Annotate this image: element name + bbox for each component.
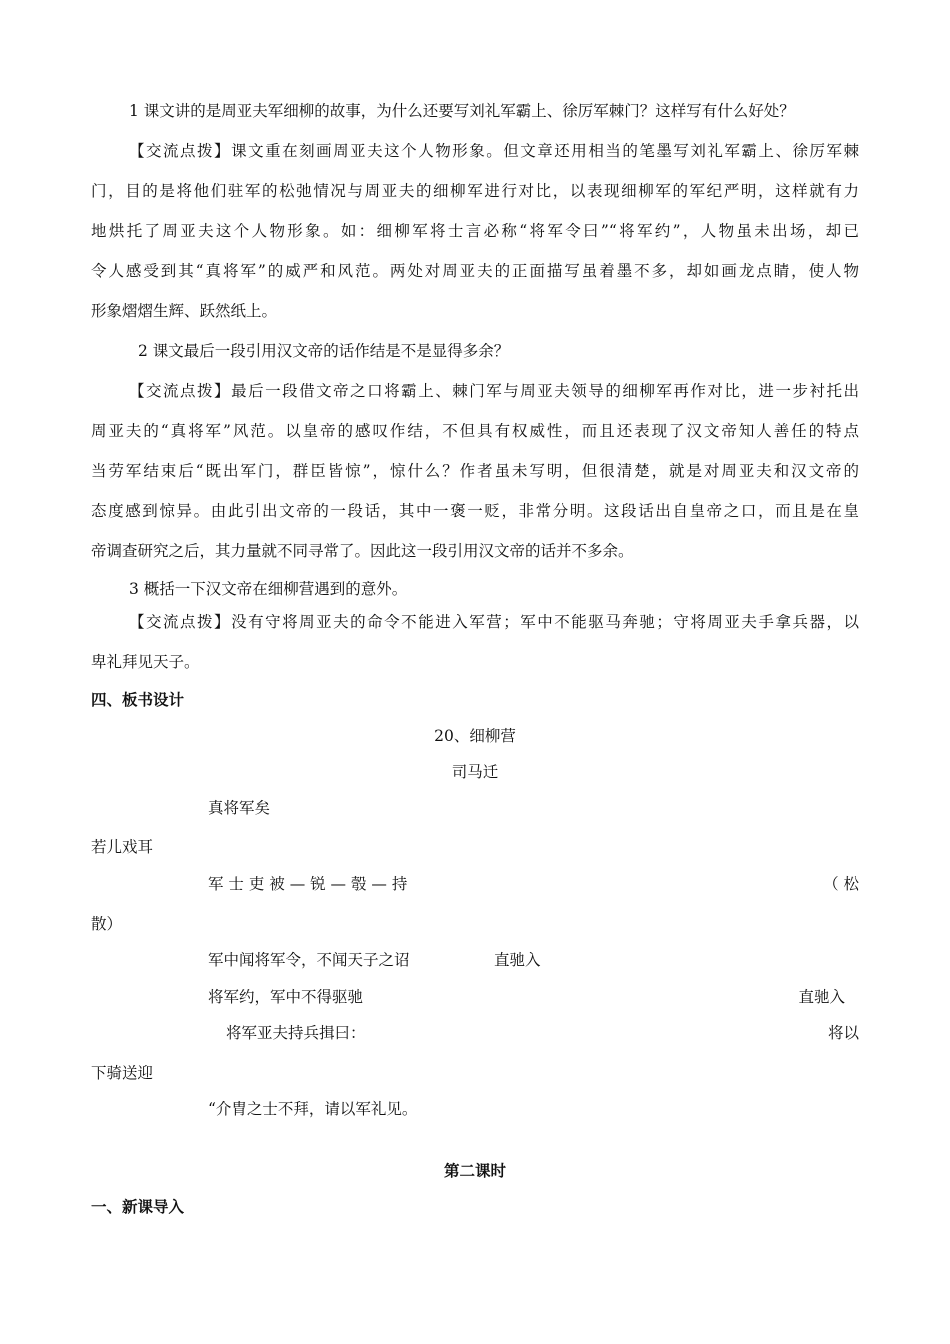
board-title: 20、细柳营 [434,727,516,745]
q2-answer-last: 帝调查研究之后，其力量就不同寻常了。因此这一段引用汉文帝的话并不多余。 [91,542,634,560]
q1-answer-line: 【交流点拨】课文重在刻画周亚夫这个人物形象。但文章还用相当的笔墨写刘礼军霸上、徐厉军棘 [129,142,859,160]
q1-answer-line: 令人感受到其“真将军”的威严和风范。两处对周亚夫的正面描写虽着墨不多，却如画龙点睛，使人物 [91,262,859,280]
board-author: 司马迁 [451,763,499,781]
q3-question: 3 概括一下汉文帝在细柳营遇到的意外。 [129,580,408,598]
q1-question: 1 课文讲的是周亚夫军细柳的故事，为什么还要写刘礼军霸上、徐厉军棘门？这样写有什么好处？ [129,102,795,120]
board-line: 若儿戏耳 [91,838,154,856]
board-line: 真将军矣 [208,799,271,817]
board-line: 军中闻将军令，不闻天子之诏 [208,951,410,969]
q2-answer-line: 态度感到惊异。由此引出文帝的一段话，其中一褒一贬，非常分明。这段话出自皇帝之口，而且是在皇 [91,502,859,520]
q1-answer-last: 形象熠熠生辉、跃然纸上。 [91,302,278,320]
board-line: 散） [91,915,123,933]
board-line: “介胄之士不拜，请以军礼见。 [208,1100,418,1118]
board-line-right: 直驰入 [798,988,845,1006]
q1-answer-line: 门，目的是将他们驻军的松弛情况与周亚夫的细柳军进行对比，以表现细柳军的军纪严明，这样就有力 [91,182,859,200]
board-line-right: 直驰入 [494,951,541,969]
board-line: 下骑送迎 [91,1064,154,1082]
q1-answer-line: 地烘托了周亚夫这个人物形象。如：细柳军将士言必称“将军令曰”“将军约”，人物虽未出场，却已 [91,222,859,240]
q3-answer-line: 【交流点拨】没有守将周亚夫的命令不能进入军营；军中不能驱马奔驰；守将周亚夫手拿兵器，以 [129,613,859,631]
lesson2-title: 第二课时 [443,1162,506,1180]
board-line: 军 士 吏 被 — 锐 — 彀 — 持 [208,875,408,893]
q2-answer-line: 【交流点拨】最后一段借文帝之口将霸上、棘门军与周亚夫领导的细柳军再作对比，进一步衬托出 [129,382,859,400]
lesson2-heading: 一、新课导入 [91,1198,185,1216]
board-line-right: （ 松 [823,875,859,893]
q3-answer-last: 卑礼拜见天子。 [91,653,200,671]
section4-heading: 四、板书设计 [91,691,185,709]
q2-question: 2 课文最后一段引用汉文帝的话作结是不是显得多余？ [138,342,510,360]
board-line: 将军约，军中不得驱驰 [208,988,364,1006]
board-line: 将军亚夫持兵揖曰： [226,1024,366,1042]
board-line-right: 将以 [827,1024,859,1042]
q2-answer-line: 当劳军结束后“既出军门，群臣皆惊”，惊什么？作者虽未写明，但很清楚，就是对周亚夫和汉文帝的 [91,462,859,480]
q2-answer-line: 周亚夫的“真将军”风范。以皇帝的感叹作结，不但具有权威性，而且还表现了汉文帝知人善任的特点 [91,422,859,440]
